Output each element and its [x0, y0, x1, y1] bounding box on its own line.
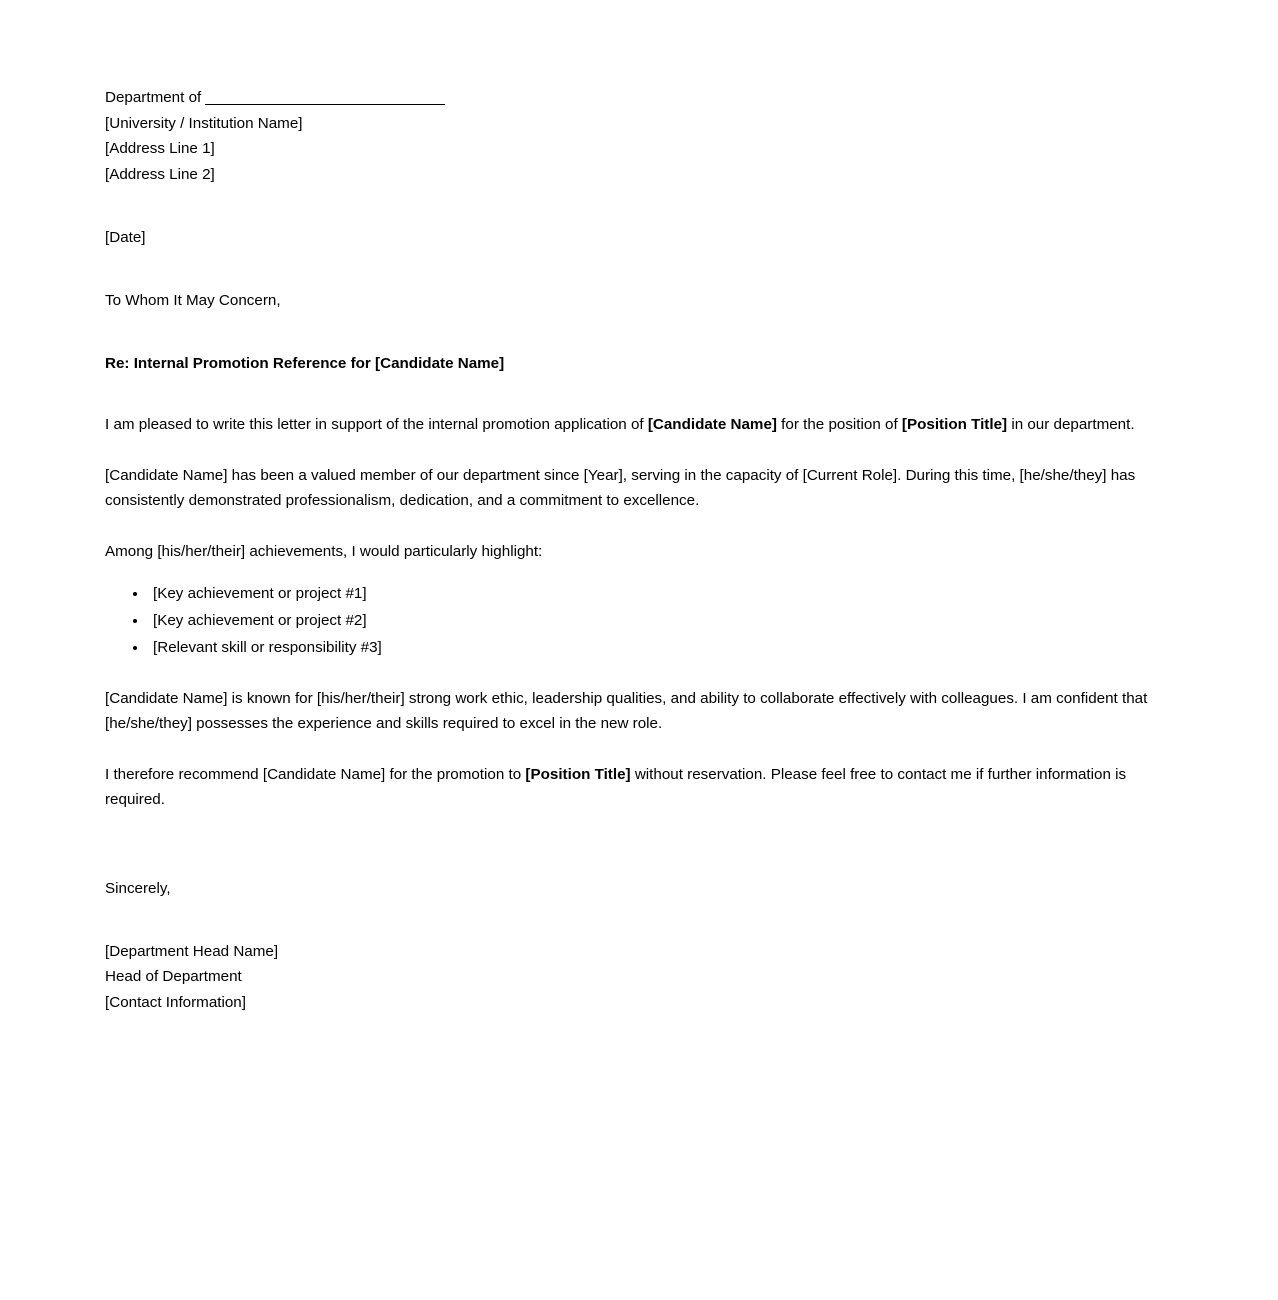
body-paragraph-4 — [105, 762, 1170, 813]
paragraph-1-position-title: [Position Title] — [901, 416, 1008, 434]
paragraph-1-candidate-name: [Candidate Name] — [647, 416, 777, 434]
department-line — [105, 85, 1170, 111]
achievements-list — [105, 581, 1170, 661]
institution-name-line: [University / Institution Name] — [105, 114, 303, 132]
body-paragraph-2: [Candidate Name] has been a valued member of our department since [Year], serving in the capacity of [Current Role]. During this time, [he/she/they] has consistently demonstrated professionalism, dedication, and a commitment to excellence. — [105, 466, 1136, 510]
signature-contact: [Contact Information] — [105, 993, 246, 1011]
department-prefix-text: Department of — [105, 89, 202, 106]
paragraph-1-part-1: I am pleased to write this letter in support of the internal promotion application of — [105, 416, 648, 434]
body-paragraph-3: [Candidate Name] is known for [his/her/their] strong work ethic, leadership qualities, and ability to collaborate effectively with colleagues. I am confident that [he/she/they] possesses the experience and skills required to excel in the new role. — [105, 689, 1148, 733]
date-line: [Date] — [105, 229, 146, 247]
list-item: • [Key achievement or project #2] — [148, 608, 1170, 634]
paragraph-4-part-1: I therefore recommend [Candidate Name] for the promotion to — [105, 765, 526, 783]
salutation-line: To Whom It May Concern, — [105, 291, 281, 309]
subject-line: Re: Internal Promotion Reference for [Candidate Name] — [105, 354, 505, 372]
department-blank-fill — [205, 104, 445, 105]
signature-title: Head of Department — [105, 968, 242, 986]
paragraph-4-position-title: [Position Title] — [525, 765, 631, 783]
paragraph-1-part-3: in our department. — [1007, 416, 1135, 434]
signature-name: [Department Head Name] — [105, 942, 279, 960]
list-item: • [Key achievement or project #1] — [148, 581, 1170, 607]
paragraph-1-part-2: for the position of — [776, 416, 902, 434]
closing-line: Sincerely, — [105, 879, 171, 897]
achievements-lead-in: Among [his/her/their] achievements, I would particularly highlight: — [105, 542, 543, 560]
paragraph-4-part-2: without reservation. Please feel free to contact me if further information is required. — [105, 765, 1127, 809]
address-line-1: [Address Line 1] — [105, 140, 215, 158]
address-line-2: [Address Line 2] — [105, 165, 215, 183]
list-item: • [Relevant skill or responsibility #3] — [148, 635, 1170, 661]
sender-address-block — [105, 85, 1170, 187]
signature-block — [105, 939, 1170, 1016]
body-paragraph-1 — [105, 412, 1170, 438]
reference-letter — [105, 85, 1170, 1015]
